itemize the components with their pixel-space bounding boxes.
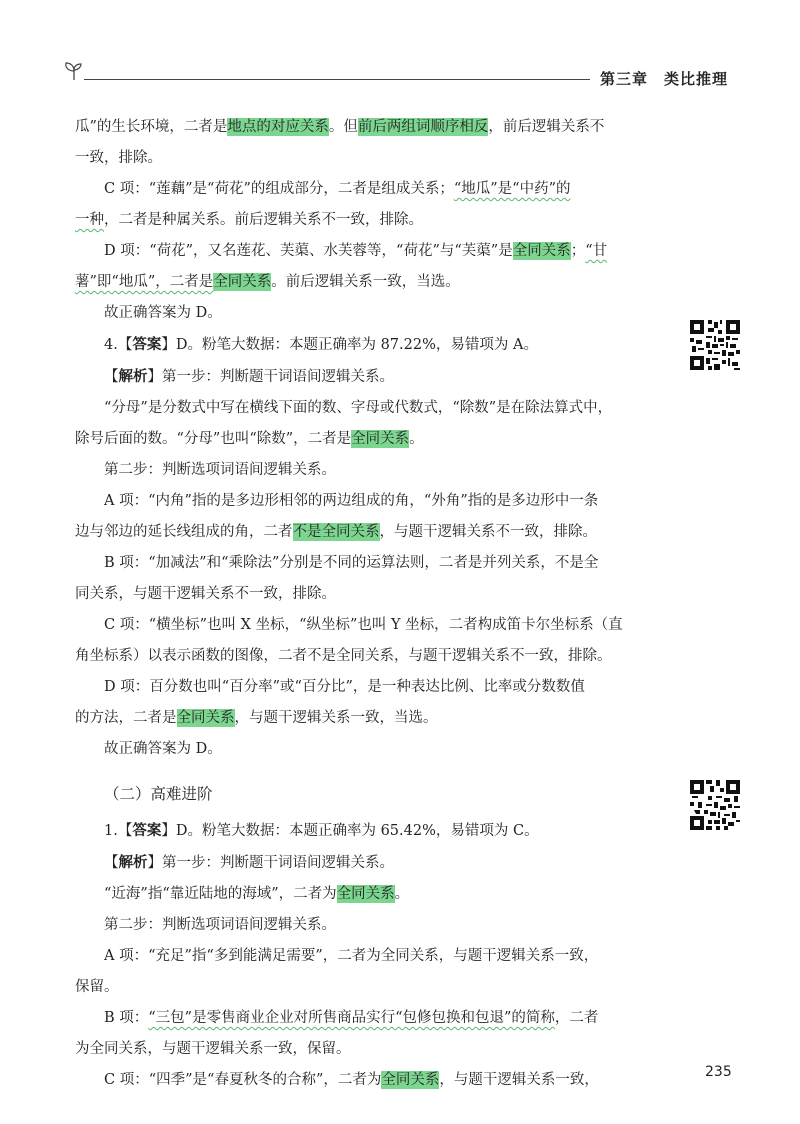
- page-body: [75, 112, 671, 1096]
- wavy-underline: “地瓜”是“中药”的: [453, 181, 571, 197]
- highlight: 前后两组词顺序相反: [357, 119, 489, 135]
- section-heading: （二）高难进阶: [104, 785, 213, 803]
- highlight: 全同关系: [213, 274, 272, 290]
- highlight: 全同关系: [512, 243, 571, 259]
- text-line: “近海”指“靠近陆地的海域”，二者为全同关系。: [104, 886, 410, 902]
- text-line: 为全同关系，与题干逻辑关系一致，保留。: [75, 1041, 351, 1057]
- text-line: 瓜”的生长环境，二者是地点的对应关系。但前后两组词顺序相反，前后逻辑关系不: [75, 119, 605, 135]
- text-line: 角坐标系）以表示函数的图像，二者不是全同关系，与题干逻辑关系不一致，排除。: [75, 648, 612, 664]
- highlight: 地点的对应关系: [227, 119, 329, 135]
- text-line: A 项：“充足”指“多到能满足需要”，二者为全同关系，与题干逻辑关系一致，: [104, 948, 599, 964]
- text-line: 薯”即“地瓜”，二者是全同关系。前后逻辑关系一致，当选。: [75, 274, 460, 290]
- text-line: 边与邻边的延长线组成的角，二者不是全同关系，与题干逻辑关系不一致，排除。: [75, 524, 597, 540]
- text-line: C 项：“横坐标”也叫 X 坐标，“纵坐标”也叫 Y 坐标，二者构成笛卡尔坐标系（直: [104, 617, 623, 633]
- chapter-label: 第三章: [600, 70, 649, 88]
- text-line: 第二步：判断选项词语间逻辑关系。: [104, 462, 336, 478]
- text-line: 4.【答案】D。粉笔大数据：本题正确率为 87.22%，易错项为 A。: [104, 336, 538, 353]
- text-line: C 项：“四季”是“春夏秋冬的合称”，二者为全同关系，与题干逻辑关系一致，: [104, 1072, 599, 1088]
- text-line: 【解析】第一步：判断题干词语间逻辑关系。: [104, 854, 394, 871]
- text-line: D 项：“荷花”，又名莲花、芙蕖、水芙蓉等，“荷花”与“芙蕖”是全同关系；“甘: [104, 243, 608, 259]
- text-line: 的方法，二者是全同关系，与题干逻辑关系一致，当选。: [75, 710, 438, 726]
- sprout-icon: [62, 58, 86, 82]
- text-line: D 项：百分数也叫“百分率”或“百分比”，是一种表达比例、比率或分数数值: [104, 679, 585, 695]
- highlight: 全同关系: [351, 431, 410, 447]
- highlight: 全同关系: [336, 886, 395, 902]
- text-line: 故正确答案为 D。: [104, 741, 222, 757]
- chapter-title: 类比推理: [664, 70, 729, 88]
- text-line: 保留。: [75, 979, 119, 995]
- text-line: 【解析】第一步：判断题干词语间逻辑关系。: [104, 368, 394, 385]
- text-line: B 项：“三包”是零售商业企业对所售商品实行“包修包换和包退”的简称，二者: [104, 1010, 599, 1026]
- qr-code-icon[interactable]: [690, 780, 740, 830]
- wavy-underline: “甘: [585, 243, 608, 259]
- wavy-underline: “三包”是零售商业企业对所售商品实行“包修包换和包退”的简称: [148, 1010, 555, 1026]
- text-line: 故正确答案为 D。: [104, 305, 222, 321]
- qr-code-icon[interactable]: [690, 320, 740, 370]
- text-line: C 项：“莲藕”是“荷花”的组成部分，二者是组成关系；“地瓜”是“中药”的: [104, 181, 571, 197]
- highlight: 全同关系: [381, 1072, 440, 1088]
- text-line: 第二步：判断选项词语间逻辑关系。: [104, 917, 336, 933]
- header-text: [600, 68, 728, 89]
- text-line: 除号后面的数。“分母”也叫“除数”，二者是全同关系。: [75, 431, 424, 447]
- text-line: 1.【答案】D。粉笔大数据：本题正确率为 65.42%，易错项为 C。: [104, 822, 539, 839]
- page-header: [0, 52, 800, 92]
- text-line: 一致，排除。: [75, 150, 162, 166]
- text-line: 同关系，与题干逻辑关系不一致，排除。: [75, 586, 336, 602]
- wavy-underline: 薯”即“地瓜”，二者是: [75, 274, 214, 290]
- wavy-underline: 一种: [75, 212, 104, 228]
- highlight: 全同关系: [176, 710, 235, 726]
- page-number: 235: [705, 1064, 732, 1080]
- header-rule: [84, 79, 590, 80]
- text-line: B 项：“加减法”和“乘除法”分别是不同的运算法则，二者是并列关系，不是全: [104, 555, 599, 571]
- highlight: 不是全同关系: [292, 524, 380, 540]
- text-line: 一种，二者是种属关系。前后逻辑关系不一致，排除。: [75, 212, 423, 228]
- text-line: A 项：“内角”指的是多边形相邻的两边组成的角，“外角”指的是多边形中一条: [104, 493, 599, 509]
- text-line: “分母”是分数式中写在横线下面的数、字母或代数式，“除数”是在除法算式中，: [104, 400, 613, 416]
